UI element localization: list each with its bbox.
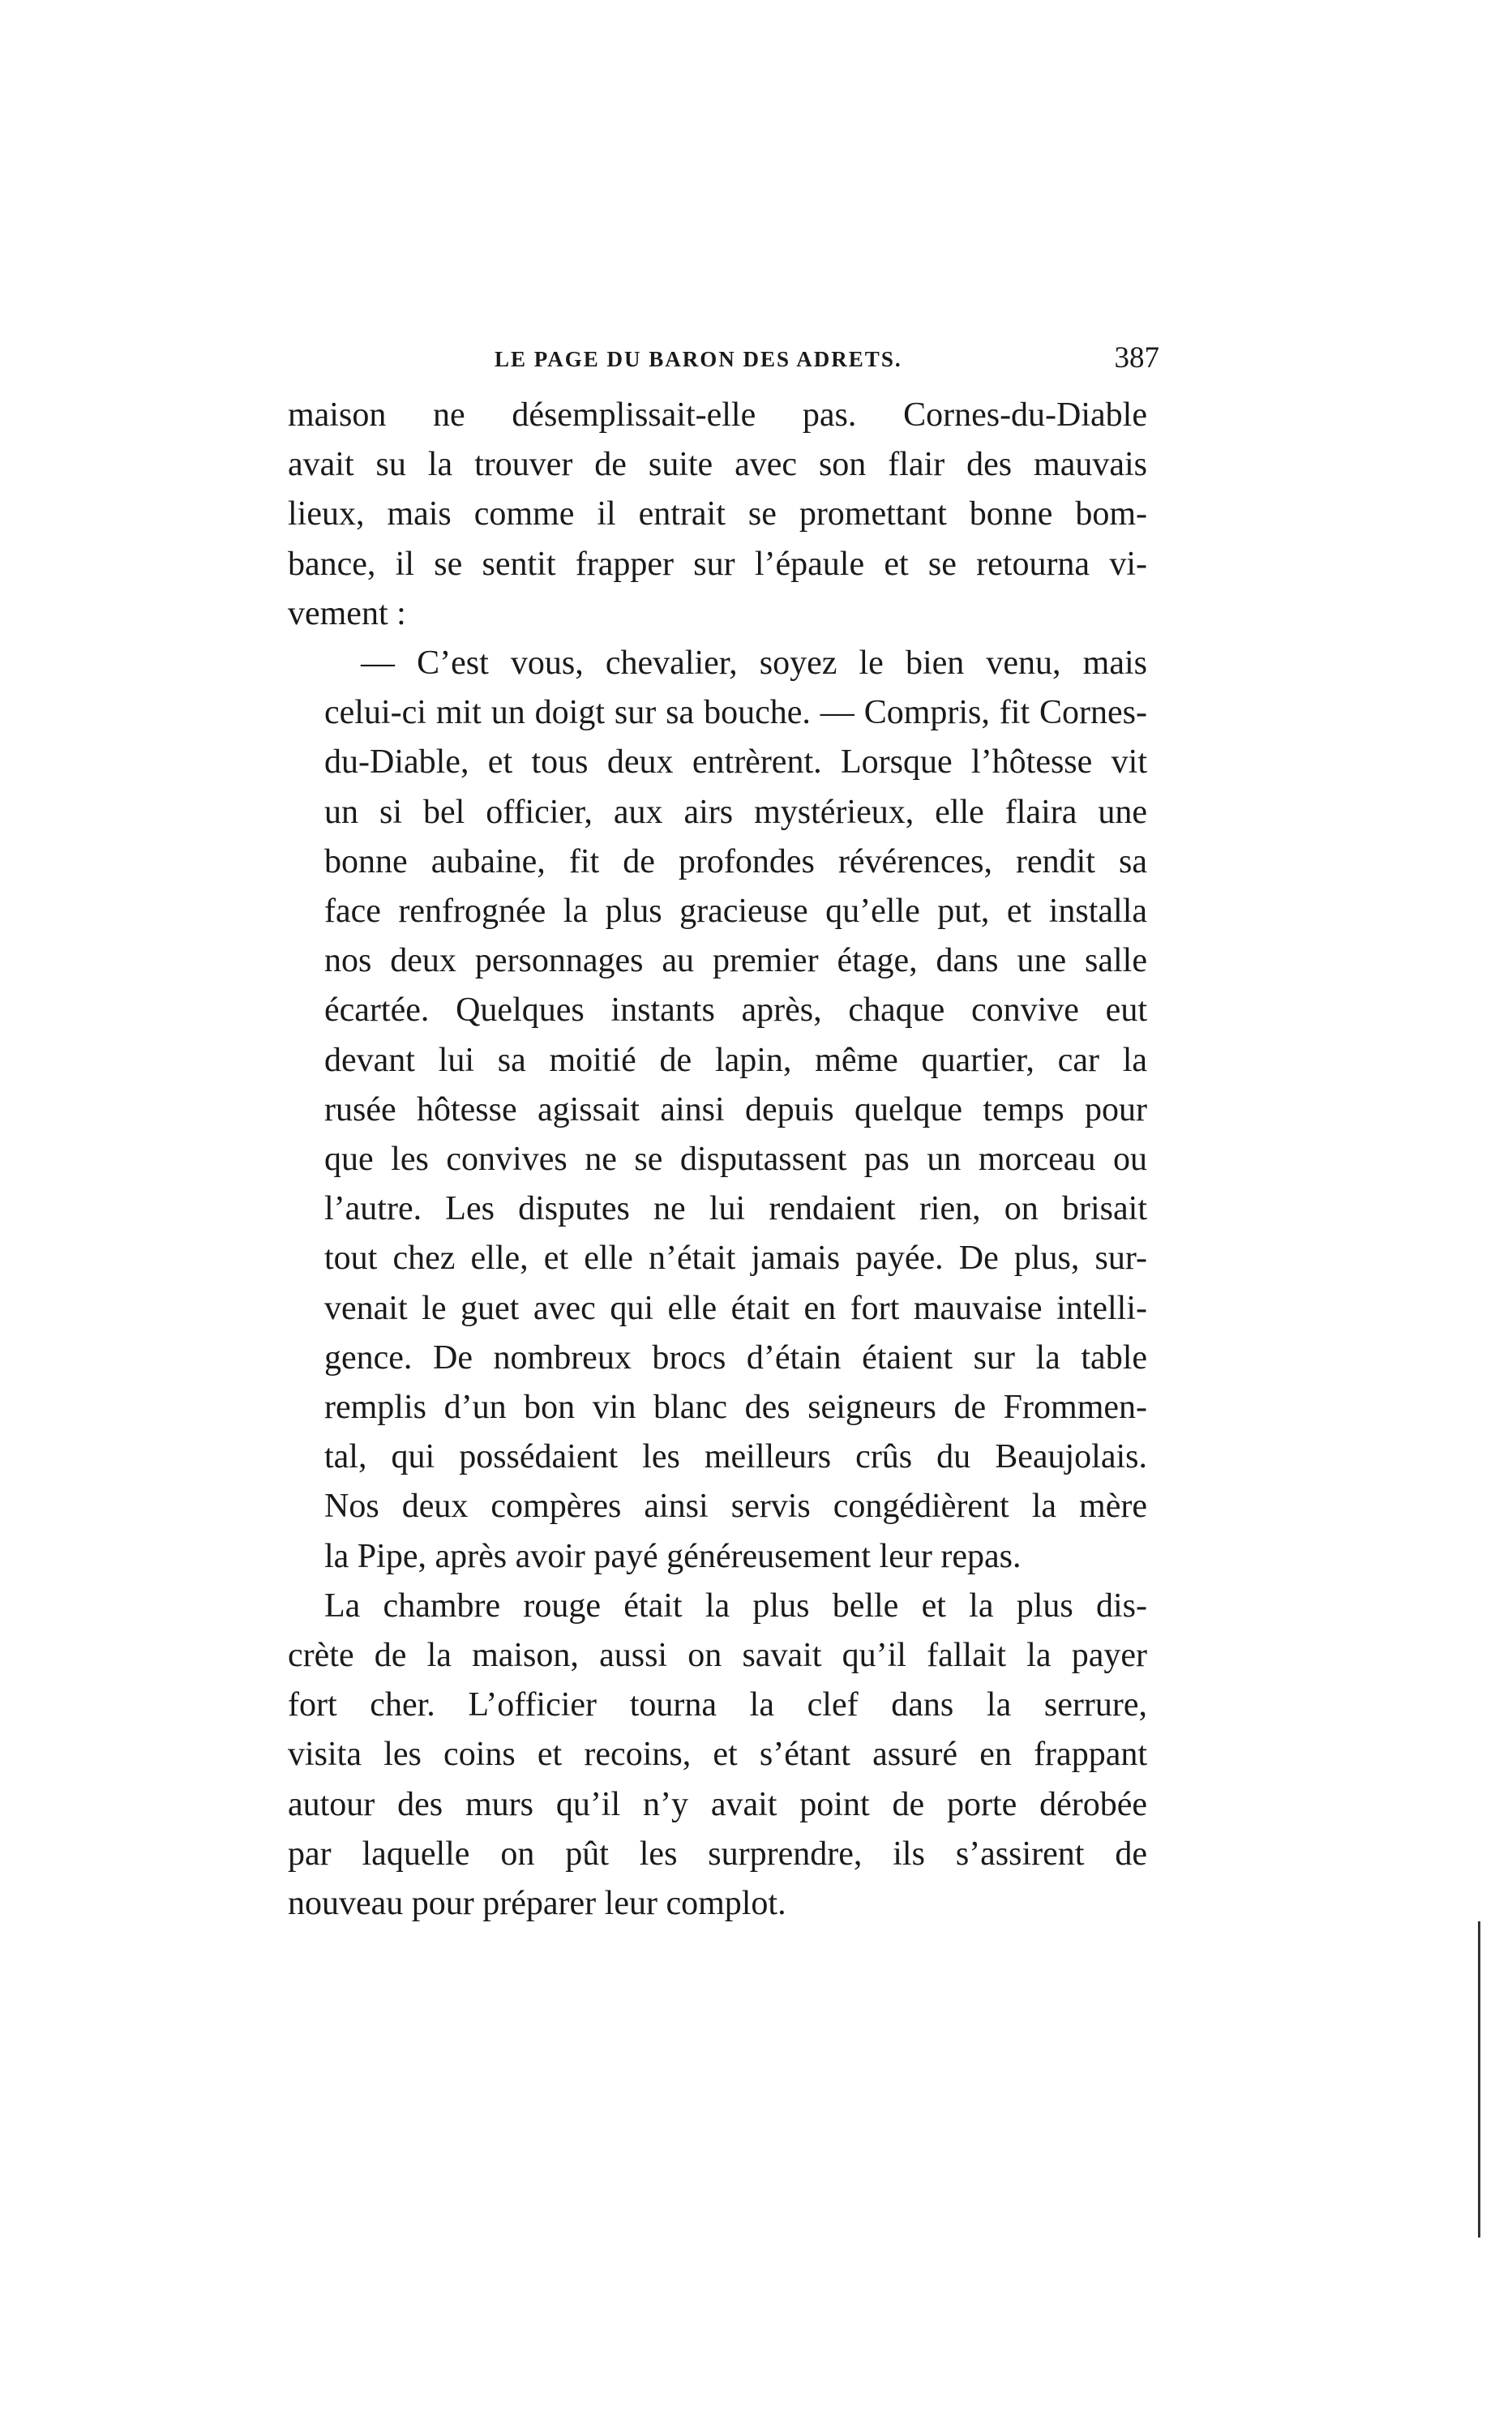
text-line: avait su la trouver de suite avec son flair des mauvais [288,446,1147,484]
text-line: bance, il se sentit frapper sur l’épaule et se retourna vi- [288,545,1147,583]
text-line: lieux, mais comme il entrait se promettant bonne bom- [288,495,1147,533]
text-line: face renfrognée la plus gracieuse qu’elle put, et installa [324,893,1147,931]
text-line: maison ne désemplissait-elle pas. Cornes-du-Diable [288,396,1147,434]
text-line: par laquelle on pût les surprendre, ils s’assirent de [288,1835,1147,1873]
text-line: nouveau pour préparer leur complot. [288,1885,786,1923]
text-line: nos deux personnages au premier étage, dans une salle [324,942,1147,980]
running-title: LE PAGE DU BARON DES ADRETS. [495,347,902,371]
text-line: fort cher. L’officier tourna la clef dans la serrure, [288,1686,1147,1724]
text-line: remplis d’un bon vin blanc des seigneurs de Frommen- [324,1389,1147,1427]
paragraph-3 [288,1582,1147,1929]
text-line: vement : [288,594,406,632]
text-line: l’autre. Les disputes ne lui rendaient rien, on brisait [324,1190,1147,1228]
text-line: un si bel officier, aux airs mystérieux, elle flaira une [324,793,1147,831]
paragraph-1 [288,391,1147,639]
text-line: celui-ci mit un doigt sur sa bouche. — Compris, fit Cornes- [324,694,1147,732]
text-line: — C’est vous, chevalier, soyez le bien venu, mais [361,645,1147,683]
text-line: crète de la maison, aussi on savait qu’il fallait la payer [288,1637,1147,1675]
text-line: visita les coins et recoins, et s’étant assuré en frappant [288,1736,1147,1774]
scan-edge-rule [1478,1921,1480,2238]
text-line: autour des murs qu’il n’y avait point de porte dérobée [288,1785,1147,1823]
running-head [495,340,1159,381]
text-line: écartée. Quelques instants après, chaque convive eut [324,991,1147,1030]
text-line: rusée hôtesse agissait ainsi depuis quelque temps pour [324,1090,1147,1128]
text-line: que les convives ne se disputassent pas un morceau ou [324,1141,1147,1179]
paragraph-2 [288,639,1147,1582]
text-line: tout chez elle, et elle n’était jamais payée. De plus, sur- [324,1240,1147,1278]
body-text [288,391,1147,1929]
text-line: gence. De nombreux brocs d’étain étaient sur la table [324,1338,1147,1377]
text-line: du-Diable, et tous deux entrèrent. Lorsque l’hôtesse vit [324,743,1147,782]
text-line: venait le guet avec qui elle était en fort mauvaise intelli- [324,1289,1147,1327]
text-line: devant lui sa moitié de lapin, même quartier, car la [324,1041,1147,1079]
page-number: 387 [1114,341,1159,375]
text-line: la Pipe, après avoir payé généreusement leur repas. [324,1537,1022,1575]
text-line: bonne aubaine, fit de profondes révérences, rendit sa [324,842,1147,880]
text-line: Nos deux compères ainsi servis congédièrent la mère [324,1488,1147,1526]
text-line: La chambre rouge était la plus belle et la plus dis- [324,1587,1147,1625]
text-line: tal, qui possédaient les meilleurs crûs du Beaujolais. [324,1438,1147,1476]
